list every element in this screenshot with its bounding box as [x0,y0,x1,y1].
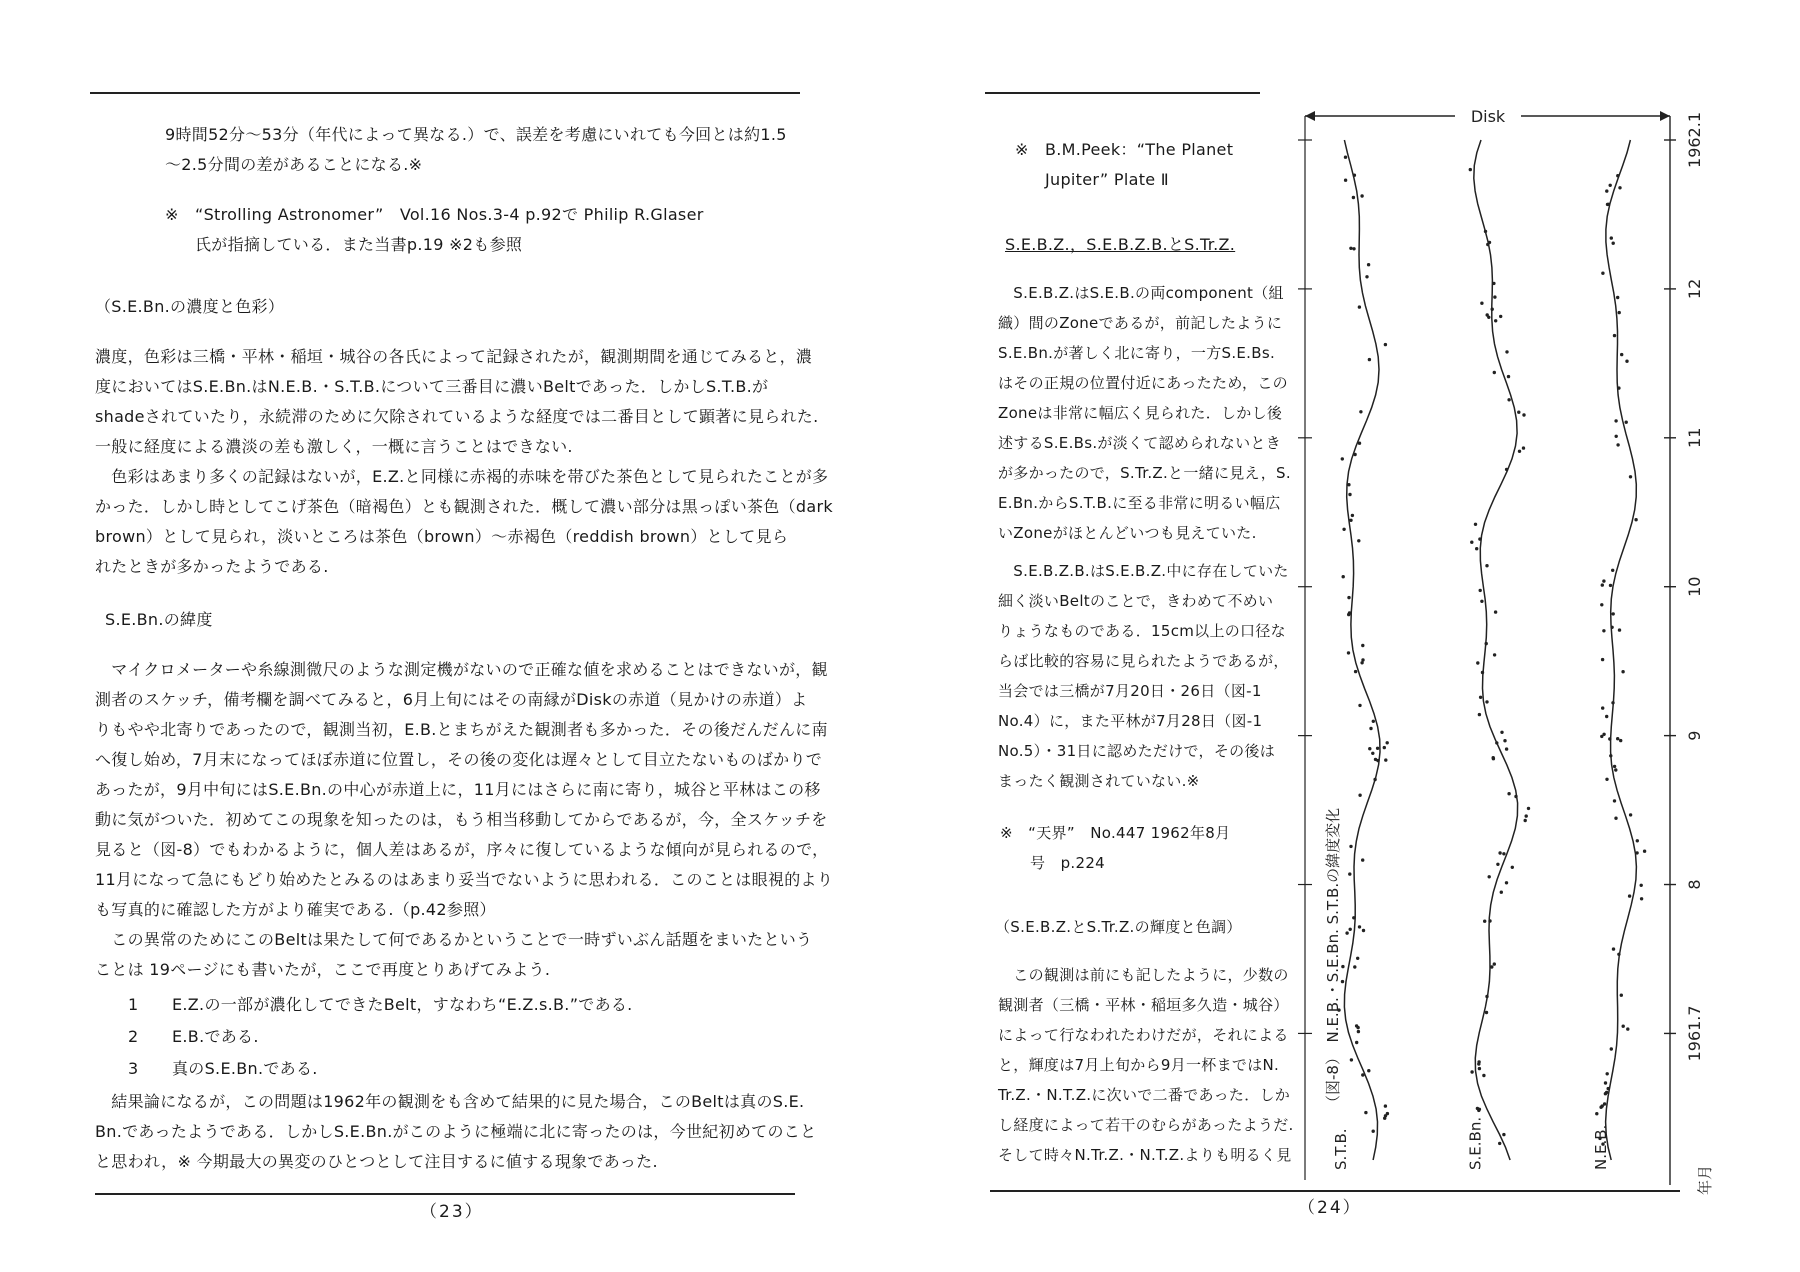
data-point [1492,282,1495,285]
data-point [1628,894,1631,897]
data-point [1474,523,1477,526]
data-point [1362,929,1365,932]
data-point [1507,375,1510,378]
text-line: あったが，9月中旬にはS.E.Bn.の中心が赤道上に，11月にはさらに南に寄り，城谷と平林はこの移 [95,780,821,799]
data-point [1348,611,1351,614]
data-point [1364,1111,1367,1114]
text-line: も写真的に確認した方がより確実である.（p.42参照） [95,900,496,919]
axis-tick-label: 11 [1685,427,1704,448]
data-point [1372,1130,1375,1133]
data-point [1634,518,1637,521]
list-item-text: E.Z.の一部が濃化してできたBelt，すなわち“E.Z.s.B.”である. [172,995,633,1014]
data-point [1478,713,1481,716]
data-point [1470,541,1473,544]
data-point [1517,411,1520,414]
data-point [1353,965,1356,968]
data-point [1384,343,1387,346]
data-point [1358,442,1361,445]
text-line: 述するS.E.Bs.が淡くて認められないとき [998,434,1282,452]
data-point [1514,795,1517,798]
data-point [1618,628,1621,631]
data-point [1616,737,1619,740]
data-point [1505,747,1508,750]
data-point [1356,1026,1359,1029]
data-point [1522,413,1525,416]
data-point [1494,319,1497,322]
list-item-text: E.B.である. [172,1027,259,1046]
data-point [1354,670,1357,673]
axis-tick-label: 8 [1685,879,1704,890]
footnote-line-2: 号 p.224 [1030,854,1106,872]
data-point [1493,371,1496,374]
data-point [1361,644,1364,647]
data-point [1347,596,1350,599]
data-point [1383,1117,1386,1120]
text-line: らば比較的容易に見られたようであるが， [998,652,1289,670]
series-group [1332,140,1646,1170]
data-point [1358,925,1361,928]
text-line: 当会では三橋が7月20日・26日（図-1 [998,682,1262,700]
data-point [1478,537,1481,540]
data-point [1374,758,1377,761]
data-point [1605,778,1608,781]
data-point [1616,443,1619,446]
data-point [1349,928,1352,931]
data-point [1479,696,1482,699]
section-heading: S.E.B.Z.，S.E.B.Z.B.とS.Tr.Z. [1005,235,1236,254]
data-point [1621,670,1624,673]
data-point [1610,236,1613,239]
data-point [1505,881,1508,884]
data-point [1352,196,1355,199]
section-heading: S.E.Bn.の緯度 [105,610,213,629]
data-point [1498,851,1501,854]
top-rule [90,92,800,94]
footnote-line-1: ※ “天界” No.447 1962年8月 [1000,824,1231,842]
data-point [1518,450,1521,453]
data-point [1505,468,1508,471]
data-point [1376,747,1379,750]
data-point [1488,875,1491,878]
text-line: まったく観測されていない.※ [998,772,1200,790]
data-point [1356,957,1359,960]
data-point [1488,919,1491,922]
text-line: によって行なわれたわけだが，それによる [998,1026,1289,1044]
data-point [1369,727,1372,730]
data-point [1485,1011,1488,1014]
text-line: が多かったので，S.Tr.Z.と一緒に見え，S. [998,464,1291,482]
data-point [1503,739,1506,742]
data-point [1601,706,1604,709]
data-point [1524,819,1527,822]
data-point [1475,547,1478,550]
text-line: brown）として見られ，淡いところは茶色（brown）～赤褐色（reddish brown）として見ら [95,527,789,546]
data-point [1477,1062,1480,1065]
data-point [1469,168,1472,171]
disk-header [1305,104,1670,126]
text-line: と思われ，※ 今期最大の異変のひとつとして注目するに値する現象であった. [95,1152,658,1171]
data-point [1491,308,1494,311]
data-point [1629,813,1632,816]
text-line: 織）間のZoneであるが，前記したように [998,314,1283,332]
data-point [1494,610,1497,613]
data-point [1617,386,1620,389]
data-point [1357,539,1360,542]
data-point [1604,1081,1607,1084]
series-line [1344,140,1380,1160]
data-point [1609,754,1612,757]
data-point [1617,953,1620,956]
data-point [1495,741,1498,744]
data-point [1492,756,1495,759]
footnote-line-1: ※ “Strolling Astronomer” Vol.16 Nos.3-4 p.92で Philip R.Glaser [165,205,704,224]
disk-arrow-left [1305,111,1315,121]
data-point [1350,1058,1353,1061]
data-point [1640,897,1643,900]
text-line: 測者のスケッチ，備考欄を調べてみると，6月上旬にはその南縁がDiskの赤道（見かけの赤道）よ [95,690,808,709]
data-point [1611,701,1614,704]
data-point [1345,931,1348,934]
data-point [1493,295,1496,298]
data-point [1372,720,1375,723]
text-line: 濃度，色彩は三橋・平林・稲垣・城谷の各氏によって記録されたが，観測期間を通じてみると，濃 [95,347,813,366]
data-point [1493,962,1496,965]
text-line: No.5）・31日に認めただけで，その後は [998,742,1276,760]
data-point [1344,156,1347,159]
data-point [1361,858,1364,861]
data-point [1505,350,1508,353]
data-point [1498,1142,1501,1145]
data-point [1342,575,1345,578]
data-point [1612,612,1615,615]
list-item-number: 2 [128,1027,139,1046]
text-line: 動に気がついた．初めてこの現象を知ったのは，もう相当移動してからであるが，今，全スケッチを [95,810,828,829]
data-point [1616,174,1619,177]
series-label: N.E.B. [1592,1124,1610,1170]
footnote-line-1: ※ B.M.Peek：“The Planet [1015,140,1234,159]
data-point [1502,1133,1505,1136]
data-point [1619,739,1622,742]
data-point [1480,302,1483,305]
data-point [1485,564,1488,567]
data-point [1606,1072,1609,1075]
data-point [1614,817,1617,820]
text-line: れたときが多かったようである. [95,557,329,576]
text-line: shadeされていたり，永続滞のために欠除されているような経度では二番目として顕著に見られた. [95,407,819,426]
note-cont-line-2: ～2.5分間の差があることになる.※ [165,155,423,174]
data-point [1618,186,1621,189]
data-point [1499,315,1502,318]
data-point [1622,1025,1625,1028]
data-point [1359,410,1362,413]
data-point [1610,1047,1613,1050]
data-point [1361,1073,1364,1076]
data-point [1615,435,1618,438]
data-point [1484,230,1487,233]
text-line: 観測者（三橋・平林・稲垣多久造・城谷） [998,996,1289,1014]
text-line: りもやや北寄りであったので，観測当初，E.B.とまちがえた観測者も多かった．その後だんだんに南 [95,720,828,739]
data-point [1635,851,1638,854]
data-point [1612,947,1615,950]
data-point [1626,1027,1629,1030]
data-point [1349,247,1352,250]
text-line: 結果論になるが，この問題は1962年の観測をも含めて結果的に見た場合，このBeltは真のS.E. [95,1092,805,1111]
axis-tick-label: 12 [1685,278,1704,300]
list-item-number: 3 [128,1059,139,1078]
data-point [1613,334,1616,337]
axis-tick-label: 1961.7 [1685,1005,1704,1062]
text-line: ことは 19ページにも書いたが，ここで再度とりあげてみよう. [95,960,551,979]
data-point [1605,189,1608,192]
axis-tick-label: 10 [1685,576,1704,597]
data-point [1349,845,1352,848]
data-point [1358,305,1361,308]
text-line: Zoneは非常に幅広く見られた．しかし後 [998,404,1283,422]
data-point [1479,589,1482,592]
text-line: この異常のためにこのBeltは果たして何であるかということで一時ずいぶん話題をまいたという [95,930,813,949]
data-point [1618,311,1621,314]
data-point [1601,658,1604,661]
data-point [1609,584,1612,587]
text-line: いZoneがほとんどいつも見えていた. [998,524,1257,542]
data-point [1358,794,1361,797]
data-point [1344,179,1347,182]
time-axis-label: 年月 [1696,1164,1714,1195]
data-point [1496,863,1499,866]
data-point [1500,731,1503,734]
text-line: 11月になって急にもどり始めたとみるのはあまり妥当でないように思われる．このことは眼視的より [95,870,834,889]
data-point [1368,747,1371,750]
text-line: この観測は前にも記したように，少数の [998,966,1289,984]
list-item-text: 真のS.E.Bn.である. [172,1059,318,1078]
data-point [1347,483,1350,486]
text-line: そして時々N.Tr.Z.・N.T.Z.よりも明るく見 [998,1146,1292,1164]
data-point [1610,626,1613,629]
data-point [1640,884,1643,887]
data-point [1485,995,1488,998]
data-point [1384,1104,1387,1107]
data-point [1595,1112,1598,1115]
text-line: S.E.Bn.が著しく北に寄り，一方S.E.Bs. [998,344,1276,362]
data-point [1525,814,1528,817]
data-point [1527,807,1530,810]
data-point [1493,653,1496,656]
series-label: S.T.B. [1332,1128,1350,1170]
data-point [1352,247,1355,250]
top-rule [985,92,1260,94]
text-line: 度においてはS.E.Bn.はN.E.B.・S.T.B.について三番目に濃いBeltであった．しかしS.T.B.が [95,377,769,396]
data-point [1383,746,1386,749]
data-point [1481,671,1484,674]
note-cont-line-1: 9時間52分～53分（年代によって異なる.）で、誤差を考慮にいれても今回とは約1.5 [165,125,787,144]
data-point [1360,194,1363,197]
data-point [1485,700,1488,703]
data-point [1522,446,1525,449]
data-point [1386,1112,1389,1115]
data-point [1609,184,1612,187]
data-point [1342,528,1345,531]
data-point [1386,741,1389,744]
disk-label: Disk [1470,107,1506,126]
data-point [1348,493,1351,496]
footnote-line-2: 氏が指摘している．また当書p.19 ※2も参照 [195,235,523,254]
data-point [1605,1091,1608,1094]
text-line: Tr.Z.・N.T.Z.に次いで二番であった．しか [998,1086,1291,1104]
section-heading: （S.E.Bn.の濃度と色彩） [95,297,285,316]
data-point [1482,1074,1485,1077]
data-point [1384,758,1387,761]
data-point [1357,1030,1360,1033]
data-point [1349,519,1352,522]
data-point [1367,263,1370,266]
text-line: マイクロメーターや糸線測微尺のような測定機がないので正確な値を求めることはできないが，観 [95,660,828,679]
data-point [1365,275,1368,278]
data-point [1502,852,1505,855]
data-point [1616,296,1619,299]
data-point [1602,733,1605,736]
data-point [1371,752,1374,755]
data-point [1348,872,1351,875]
data-point [1368,358,1371,361]
text-line: かった．しかし時としてこげ茶色（暗褐色）とも観測された．概して濃い部分は黒っぽい茶色（dark [95,497,833,516]
series-line [1606,140,1637,1160]
data-point [1483,920,1486,923]
text-line: 見ると（図-8）でもわかるように，個人差はあるが，序々に復しているような傾向が見られるので， [95,840,829,859]
text-line: し経度によって若干のむらがあったようだ. [998,1116,1294,1134]
data-point [1606,203,1609,206]
data-point [1347,651,1350,654]
footnote-line-2: Jupiter” Plate Ⅱ [1045,170,1169,189]
data-point [1485,642,1488,645]
text-line: へ復し始め，7月末になってほぼ赤道に位置し，その後の変化は遅々として目立たないものばかりで [95,750,823,769]
text-line: E.Bn.からS.T.B.に至る非常に明るい幅広 [998,494,1281,512]
data-point [1614,419,1617,422]
data-point [1620,994,1623,997]
data-point [1500,891,1503,894]
data-point [1613,799,1616,802]
data-point [1352,916,1355,919]
data-point [1613,765,1616,768]
figure-caption: （図-8） N.E.B.・S.E.Bn. S.T.B.の緯度変化 [1324,807,1342,1110]
data-point [1601,272,1604,275]
section-heading: （S.E.B.Z.とS.Tr.Z.の輝度と色調） [995,918,1242,936]
data-point [1614,768,1617,771]
data-point [1629,475,1632,478]
data-point [1480,600,1483,603]
text-line: 色彩はあまり多くの記録はないが，E.Z.と同様に赤褐的赤味を帯びた茶色として見られたことが多 [95,467,829,486]
text-line: 一般に経度による濃淡の差も激しく，一概に言うことはできない. [95,437,573,456]
data-point [1620,353,1623,356]
data-point [1373,778,1376,781]
page-number: （23） [420,1202,484,1222]
data-point [1361,658,1364,661]
bottom-rule [95,1193,795,1195]
data-point [1625,421,1628,424]
list-item-number: 1 [128,995,139,1014]
data-point [1600,603,1603,606]
data-point [1643,850,1646,853]
data-point [1602,629,1605,632]
page-number: （24） [1298,1198,1362,1218]
text-line: Bn.であったようである．しかしS.E.Bn.がこのように極端に北に寄ったのは，今世紀初めてのこと [95,1122,817,1141]
data-point [1605,715,1608,718]
text-line: はその正規の位置付近にあったため，この [998,374,1288,392]
disk-arrow-right [1660,111,1670,121]
data-point [1611,569,1614,572]
latitude-chart [1280,100,1780,1220]
data-point [1341,457,1344,460]
data-point [1351,514,1354,517]
data-point [1511,866,1514,869]
data-point [1602,579,1605,582]
data-point [1507,398,1510,401]
data-point [1490,965,1493,968]
data-point [1601,583,1604,586]
data-point [1470,1070,1473,1073]
data-point [1607,1087,1610,1090]
text-line: S.E.B.Z.B.はS.E.B.Z.中に存在していた [998,562,1289,580]
series-label: S.E.Bn. [1466,1116,1485,1170]
data-point [1367,1069,1370,1072]
data-point [1486,313,1489,316]
data-point [1507,792,1510,795]
axis-tick-label: 9 [1685,730,1704,741]
data-point [1476,1107,1479,1110]
data-point [1358,704,1361,707]
axis-tick-label: 1962.1 [1685,112,1704,168]
data-point [1478,1067,1481,1070]
text-line: S.E.B.Z.はS.E.B.の両component（組 [998,284,1284,302]
data-point [1353,174,1356,177]
data-point [1612,242,1615,245]
data-point [1353,453,1356,456]
text-line: りょうなものである．15cm以上の口径な [998,622,1286,640]
data-point [1636,839,1639,842]
text-line: と，輝度は7月上旬から9月一杯まではN. [998,1056,1280,1074]
text-line: No.4）に，また平林が7月28日（図-1 [998,712,1263,730]
data-point [1603,1102,1606,1105]
data-point [1625,360,1628,363]
text-line: 細く淡いBeltのことで，きわめて不めい [998,592,1274,610]
data-point [1488,241,1491,244]
data-point [1608,737,1611,740]
series-line [1474,140,1518,1160]
data-point [1355,1041,1358,1044]
data-point [1476,661,1479,664]
